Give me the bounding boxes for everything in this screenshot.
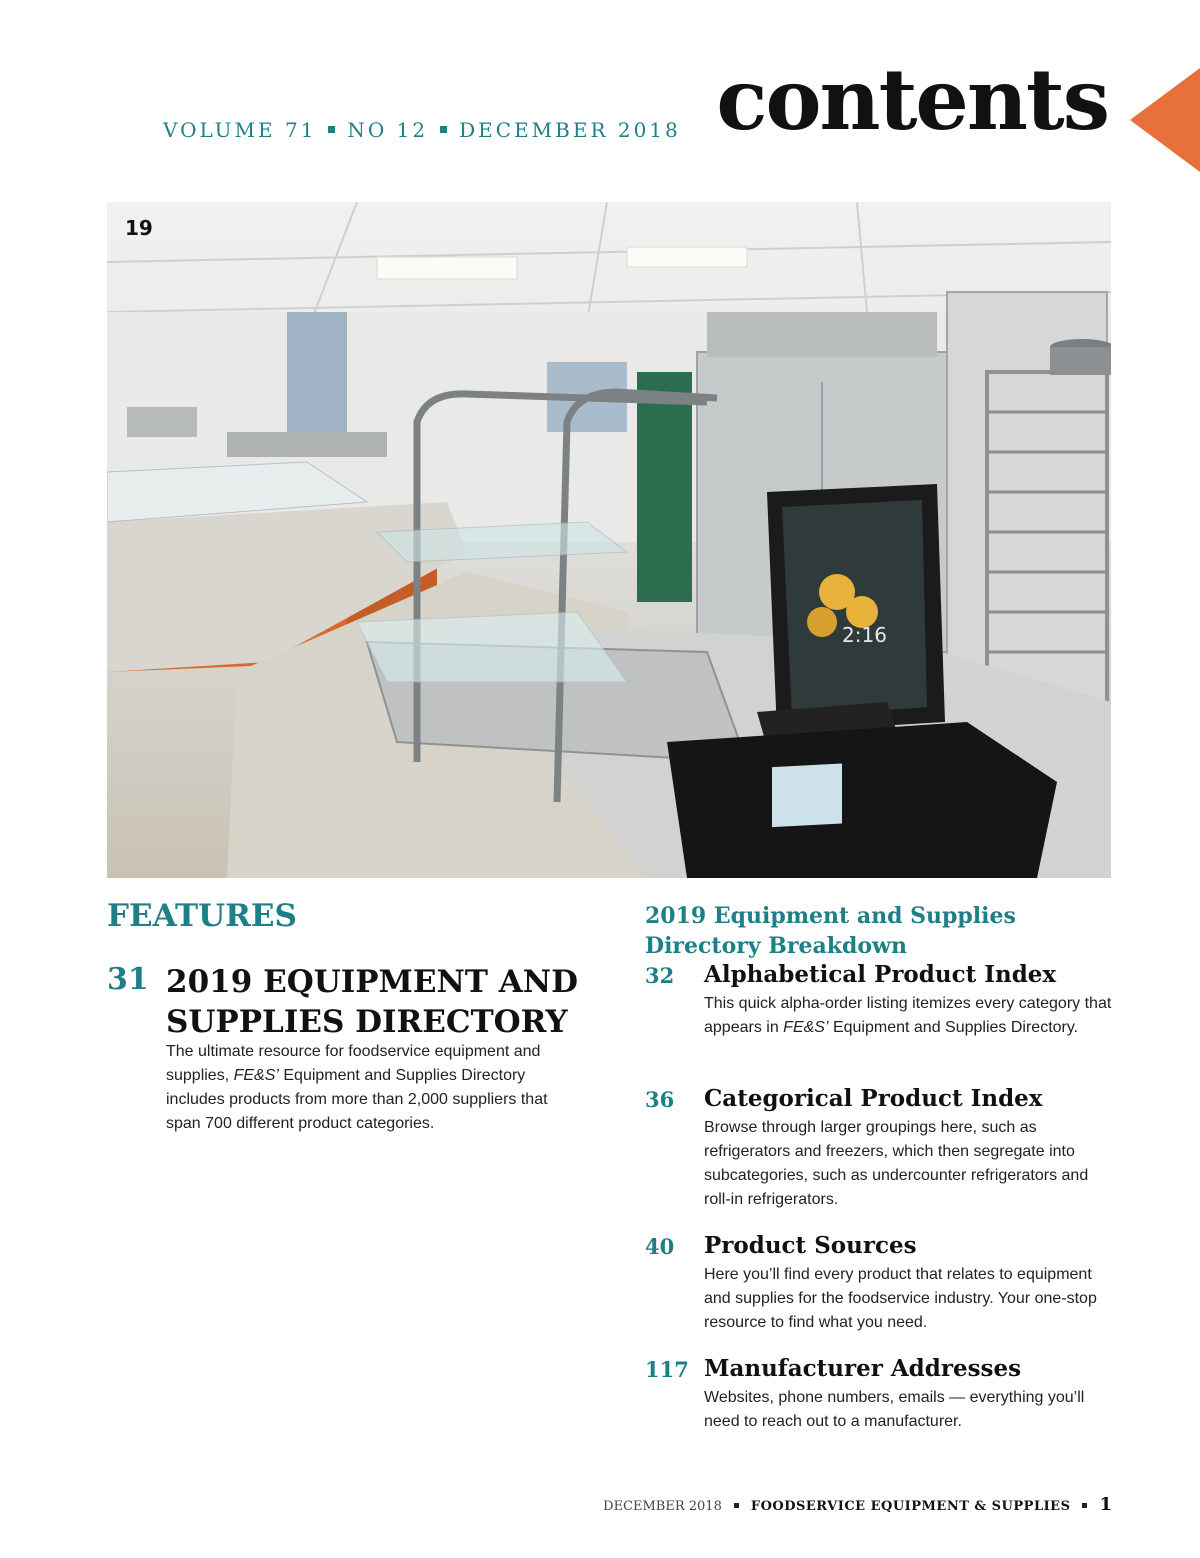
photo-page-reference: 19	[125, 216, 153, 240]
separator	[734, 1503, 739, 1508]
toc-page-number: 32	[645, 963, 675, 988]
feature-page-number: 31	[107, 962, 149, 997]
toc-entry-description: Websites, phone numbers, emails — everything you’ll need to reach out to a manufacturer.	[704, 1389, 1085, 1430]
issue-label: NO 12	[347, 118, 429, 142]
feature-title: 2019 EQUIPMENT AND SUPPLIES DIRECTORY	[166, 964, 578, 1040]
toc-entry-description: Browse through larger groupings here, such as refrigerators and freezers, which then segregate into subcategories, such as undercounter refrigerators and roll-in refrigerators.	[704, 1119, 1089, 1208]
page-footer	[603, 1494, 1112, 1515]
issue-date: DECEMBER 2018	[459, 118, 681, 142]
toc-entry-description	[704, 992, 1112, 1040]
features-heading: FEATURES	[107, 898, 297, 934]
desc-emphasis: FE&S’	[233, 1067, 279, 1084]
toc-entry-title: Product Sources	[704, 1232, 917, 1259]
desc-text: The ultimate resource for foodservice equipment and supplies,	[166, 1043, 541, 1084]
separator	[1082, 1503, 1087, 1508]
footer-publication: FOODSERVICE EQUIPMENT & SUPPLIES	[750, 1499, 1071, 1514]
separator	[440, 126, 447, 133]
orange-triangle-marker	[1130, 68, 1200, 172]
volume-label: VOLUME 71	[163, 118, 317, 142]
footer-page-number: 1	[1099, 1494, 1112, 1515]
desc-emphasis: FE&S’	[783, 1019, 829, 1036]
cover-photo-serving-line	[107, 202, 1111, 878]
kitchen-illustration	[107, 202, 1111, 878]
toc-page-number: 36	[645, 1087, 675, 1112]
toc-page-number: 117	[645, 1357, 689, 1382]
desc-text: Equipment and Supplies Directory includes products from more than 2,000 suppliers that span 700 different product categories.	[166, 1067, 548, 1132]
monitor-clock: 2:16	[842, 623, 887, 647]
desc-text: This quick alpha-order listing itemizes every category that appears in	[704, 995, 1112, 1036]
desc-text: Equipment and Supplies Directory.	[828, 1019, 1079, 1036]
breakdown-heading: 2019 Equipment and Supplies Directory Breakdown	[645, 903, 1016, 959]
feature-description	[166, 1040, 566, 1136]
issue-info	[163, 118, 681, 142]
separator	[328, 126, 335, 133]
toc-entry-title: Categorical Product Index	[704, 1085, 1043, 1112]
toc-entry-description: Here you’ll find every product that relates to equipment and supplies for the foodservice industry. Your one-stop resource to find what you need.	[704, 1266, 1097, 1331]
toc-entry-title: Manufacturer Addresses	[704, 1355, 1022, 1382]
page-title: contents	[716, 50, 1108, 149]
footer-date: DECEMBER 2018	[603, 1499, 722, 1514]
toc-entry-title: Alphabetical Product Index	[704, 961, 1057, 988]
toc-page-number: 40	[645, 1234, 675, 1259]
